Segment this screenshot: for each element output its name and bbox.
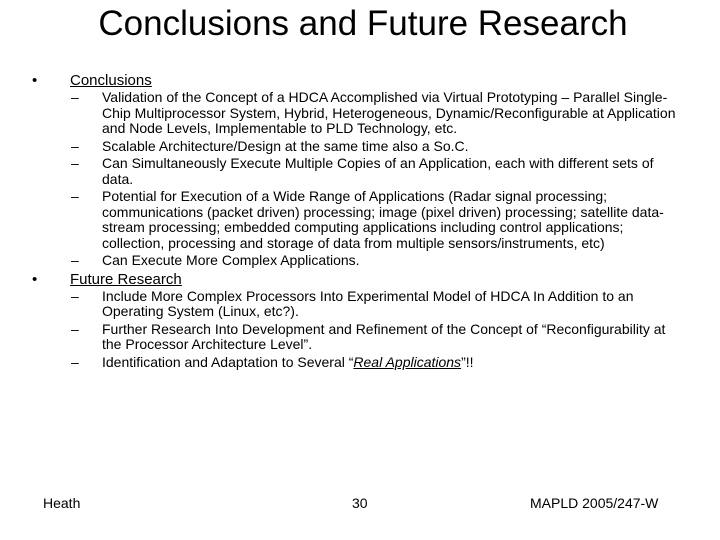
list-item (28, 156, 688, 187)
slide-title: Conclusions and Future Research (98, 4, 628, 43)
dash-icon: – (71, 155, 79, 171)
dash-icon: – (71, 89, 79, 105)
future-research-list (28, 289, 688, 371)
list-item-text: Validation of the Concept of a HDCA Accomplished via Virtual Prototyping – Parallel Single-Chip Multiprocessor System, Hybrid, Heterogeneous, Dynamic/Reconfigurable at Application and Node Levels, Implementable to PLD Technology, etc. (102, 89, 676, 136)
conclusions-list (28, 90, 688, 269)
list-item-text-end: ”!! (461, 353, 474, 370)
bullet-icon: • (32, 270, 38, 288)
footer-page-number: 30 (352, 495, 368, 511)
list-item-text: Scalable Architecture/Design at the same time also a So.C. (102, 137, 469, 154)
dash-icon: – (71, 252, 79, 268)
list-item (28, 289, 688, 320)
dash-icon: – (71, 287, 79, 304)
slide-content (28, 72, 688, 372)
dash-icon: – (71, 353, 79, 370)
bullet-icon: • (32, 72, 38, 89)
list-item (28, 322, 688, 353)
dash-icon: – (71, 137, 79, 154)
section-heading-conclusions (28, 72, 688, 89)
list-item-text: Can Execute More Complex Applications. (102, 252, 360, 268)
list-item-text: Identification and Adaptation to Several “ (102, 353, 354, 370)
section-heading-future-research (28, 271, 688, 288)
list-item-text: Potential for Execution of a Wide Range of Applications (Radar signal processing; communications (packet driven) processing; image (pixel driven) processing; satellite data-stream processing; embedded computing applications including control applications; collection, processing and storage of data from multiple sensors/instruments, etc) (102, 188, 664, 251)
footer-author: Heath (43, 495, 81, 511)
dash-icon: – (71, 320, 79, 337)
list-item (28, 253, 688, 269)
list-item-text: Further Research Into Development and Refinement of the Concept of “Reconfigurability at the Processor Architecture Level”. (102, 320, 666, 352)
emphasis-text: Real Applications (353, 353, 462, 370)
section-heading-label: Conclusions (70, 72, 152, 89)
footer-reference: MAPLD 2005/247-W (530, 495, 659, 511)
list-item-text: Include More Complex Processors Into Experimental Model of HDCA In Addition to an Operating System (Linux, etc?). (102, 287, 634, 319)
list-item (28, 139, 688, 155)
section-heading-label: Future Research (70, 270, 182, 288)
list-item (28, 189, 688, 251)
list-item-text: Can Simultaneously Execute Multiple Copies of an Application, each with different sets of data. (102, 155, 654, 187)
dash-icon: – (71, 188, 79, 204)
list-item (28, 355, 688, 371)
list-item (28, 90, 688, 137)
